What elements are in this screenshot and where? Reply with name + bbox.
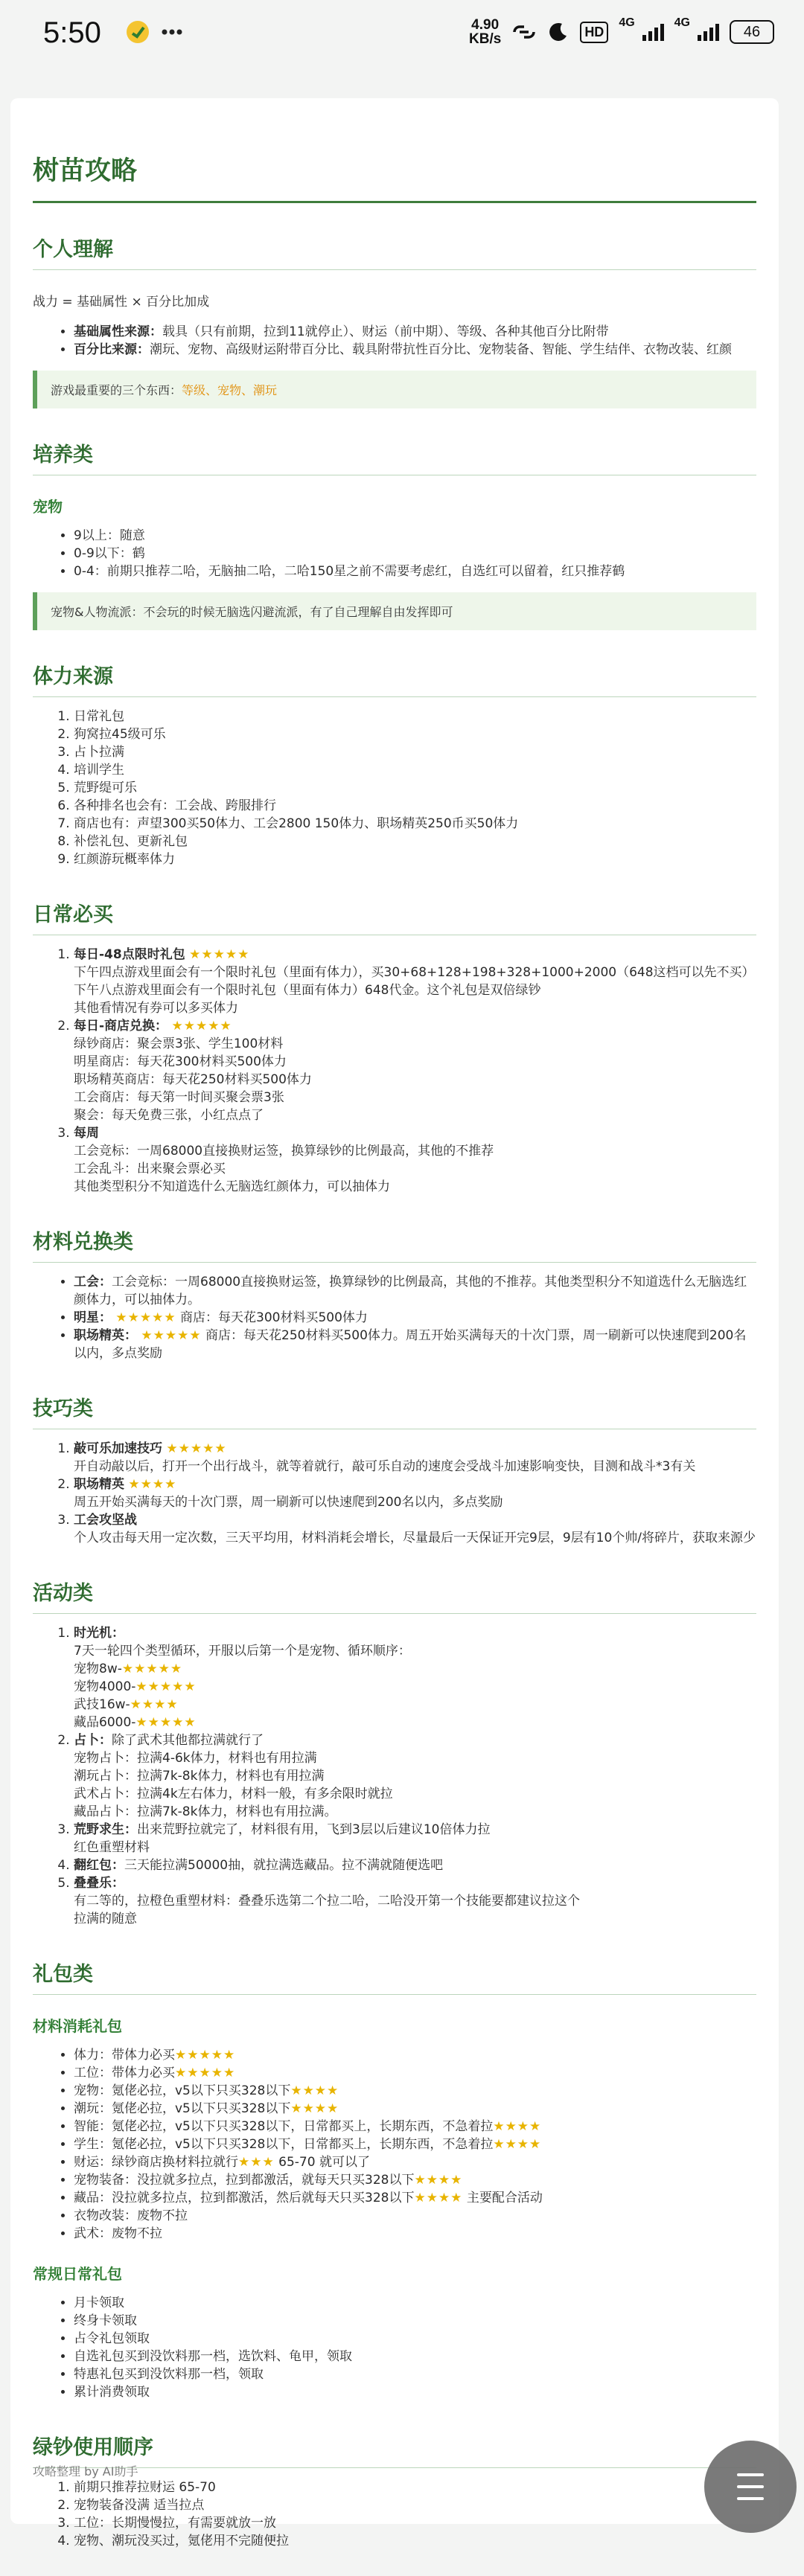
section-heading-events: 活动类 [33,1577,756,1614]
list-item: 3. 荒野求生：出来荒野拉就完了，材料很有用，飞到3层以后建议10倍体力拉 红色重塑材料 [74,1821,756,1856]
page-title: 树苗攻略 [33,150,756,203]
app-notification-icon [125,19,150,45]
list-item: 4. 翻红包：三天能拉满50000抽，就拉满选藏品。拉不满就随便选吧 [74,1856,756,1874]
callout-style: 宠物&人物流派：不会玩的时候无脑选闪避流派，有了自己理解自由发挥即可 [33,592,756,630]
menu-button[interactable] [704,2441,797,2533]
stamina-list [33,708,756,868]
list-item: 2. 宠物装备没满 适当拉点 [74,2496,756,2514]
menu-icon [737,2473,764,2476]
list-item: • 工会：工会竞标：一周68000直接换财运签，换算绿钞的比例最高，其他的不推荐。其他类型积分不知道选什么无脑选红颜体力，可以抽体力。 [74,1273,756,1309]
list-item: 3. 工会攻坚战 个人攻击每天用一定次数，三天平均用，材料消耗会增长，尽量最后一天保证开完9层，9层有10个帅/将碎片，获取来源少 [74,1511,756,1547]
tips-list [33,1440,756,1547]
list-item: • 学生：氪佬必拉，v5以下只买328以下，日常都买上，长期东西，不急着拉★★★★ [74,2136,756,2153]
list-item: 3. 工位：长期慢慢拉，有需要就放一放 [74,2514,756,2532]
list-item: • 宠物：氪佬必拉，v5以下只买328以下★★★★ [74,2082,756,2100]
list-item: • 占令礼包领取 [74,2330,756,2348]
list-item: 2. 每日-商店兑换： ★★★★★ 绿钞商店：聚会票3张、学生100材料 明星商店：每天花300材料买500体力 职场精英商店：每天花250材料买500体力 工会商店：每天第一时间买聚会票3张 聚会：每天免费三张，小红点点了 [74,1017,756,1124]
list-item: • 藏品：没拉就多拉点，拉到都激活，然后就每天只买328以下★★★★ 主要配合活动 [74,2189,756,2207]
list-item: • 终身卡领取 [74,2312,756,2330]
list-item: 2. 狗窝拉45级可乐 [74,725,756,743]
list-item: • 职场精英： ★★★★★ 商店：每天花250材料买500体力。周五开始买满每天的十次门票，周一刷新可以快速爬到200名以内，多点奖励 [74,1327,756,1362]
list-item: 1. 每日-48点限时礼包 ★★★★★ 下午四点游戏里面会有一个限时礼包（里面有体力），买30+68+128+198+328+1000+2000（648这档可以先不买） 下午八点游戏里面会有一个限时礼包（里面有体力）648代金。这个礼包是双倍绿钞 其他看情况有券可以多买体力 [74,946,756,1017]
list-item: 2. 占卜：除了武术其他都拉满就行了 宠物占卜：拉满4-6k体力，材料也有用拉满 潮玩占卜：拉满7k-8k体力，材料也有用拉满 武术占卜：拉满4k左右体力，材料一般，有多余限时就拉 藏品占卜：拉满7k-8k体力，材料也有用拉满。 [74,1731,756,1821]
hd-voice-badge: HD [580,22,608,43]
list-item: • 百分比来源：潮玩、宠物、高级财运附带百分比、载具附带抗性百分比、宠物装备、智能、学生结伴、衣物改装、红颜 [74,341,756,359]
greenbill-list [33,2479,756,2550]
list-item: • 累计消费领取 [74,2383,756,2401]
list-item: • 月卡领取 [74,2294,756,2312]
list-item: • 智能：氪佬必拉，v5以下只买328以下，日常都买上，长期东西，不急着拉★★★★ [74,2118,756,2136]
list-item: 1. 时光机： 7天一轮四个类型循环，开服以后第一个是宠物、循环顺序： 宠物8w-★★★★★ 宠物4000-★★★★★ 武技16w-★★★★ 藏品6000-★★★★★ [74,1624,756,1731]
list-item: • 体力：带体力必买★★★★★ [74,2046,756,2064]
list-item: 4. 宠物、潮玩没买过，氪佬用不完随便拉 [74,2532,756,2550]
daily-list [33,946,756,1196]
list-item: • 9以上：随意 [74,527,756,545]
list-item: • 自选礼包买到没饮料那一档，选饮料、龟甲，领取 [74,2348,756,2365]
section-heading-packs: 礼包类 [33,1958,756,1995]
footer-credit: 攻略整理 by AI助手 [33,2464,138,2479]
list-item: 6. 各种排名也会有：工会战、跨服排行 [74,797,756,815]
list-item: 3. 占卜拉满 [74,743,756,761]
list-item: 2. 职场精英 ★★★★ 周五开始买满每天的十次门票，周一刷新可以快速爬到200名以内，多点奖励 [74,1476,756,1511]
list-item: 8. 补偿礼包、更新礼包 [74,833,756,850]
list-item: • 基础属性来源：载具（只有前期，拉到11就停止）、财运（前中期）、等级、各种其他百分比附带 [74,323,756,341]
list-item: 1. 前期只推荐拉财运 65-70 [74,2479,756,2496]
subheading-daily-packs: 常规日常礼包 [33,2265,122,2283]
list-item: • 衣物改装：废物不拉 [74,2207,756,2225]
list-item: 4. 培训学生 [74,761,756,779]
list-item: • 工位：带体力必买★★★★★ [74,2064,756,2082]
subheading-material-packs: 材料消耗礼包 [33,2017,122,2035]
section-heading-understanding: 个人理解 [33,233,756,270]
list-item: • 0-9以下：鹤 [74,545,756,563]
do-not-disturb-icon [547,21,570,43]
signal-icon-2 [698,24,719,41]
list-item: 3. 每周 工会竞标：一周68000直接换财运签，换算绿钞的比例最高，其他的不推荐 工会乱斗：出来聚会票必买 其他类型积分不知道选什么无脑选红颜体力，可以抽体力 [74,1124,756,1196]
list-item: 1. 敲可乐加速技巧 ★★★★★ 开自动敲以后，打开一个出行战斗，就等着就行，敲可乐自动的速度会受战斗加速影响变快，目测和战斗*3有关 [74,1440,756,1476]
more-icon [159,19,185,45]
callout-important: 游戏最重要的三个东西：等级、宠物、潮玩 [33,371,756,408]
material-pack-list [33,2046,756,2243]
list-item: • 0-4：前期只推荐二哈，无脑抽二哈，二哈150星之前不需要考虑红，自选红可以留着，红只推荐鹤 [74,563,756,580]
list-item: • 潮玩：氪佬必拉，v5以下只买328以下★★★★ [74,2100,756,2118]
section-heading-cultivation: 培养类 [33,438,756,475]
list-item: 7. 商店也有：声望300买50体力、工会2800 150体力、职场精英250币买50体力 [74,815,756,833]
list-item: • 宠物装备：没拉就多拉点，拉到都激活，就每天只买328以下★★★★ [74,2171,756,2189]
attribute-list [33,323,756,359]
section-heading-tips: 技巧类 [33,1392,756,1429]
list-item: 5. 叠叠乐： 有二等的，拉橙色重塑材料：叠叠乐选第二个拉二哈，二哈没开第一个技能要都建议拉这个 拉满的随意 [74,1874,756,1928]
network-type-1: 4G [619,16,635,29]
link-icon [511,21,537,43]
list-item: 1. 日常礼包 [74,708,756,725]
list-item: • 财运：绿钞商店换材料拉就行★★★ 65-70 就可以了 [74,2153,756,2171]
section-heading-greenbills: 绿钞使用顺序 [33,2431,756,2468]
status-bar [0,0,804,70]
subheading-pets: 宠物 [33,498,63,516]
section-heading-daily: 日常必买 [33,898,756,935]
status-time: 5:50 [43,16,101,49]
daily-pack-list [33,2294,756,2401]
materials-list [33,1273,756,1362]
network-type-2: 4G [674,16,690,29]
list-item: • 特惠礼包买到没饮料那一档，领取 [74,2365,756,2383]
formula-text: 战力 = 基础属性 × 百分比加成 [33,295,210,310]
battery-icon: 46 [730,20,774,44]
list-item: • 明星： ★★★★★ 商店：每天花300材料买500体力 [74,1309,756,1327]
section-heading-stamina: 体力来源 [33,660,756,697]
list-item: 9. 红颜游玩概率体力 [74,850,756,868]
network-speed: 4.90 KB/s [469,17,502,47]
list-item: 5. 荒野缇可乐 [74,779,756,797]
guide-card [10,98,779,2548]
section-heading-materials: 材料兑换类 [33,1225,756,1263]
signal-icon-1 [642,24,664,41]
list-item: • 武术：废物不拉 [74,2225,756,2243]
pet-list [33,527,756,580]
events-list [33,1624,756,1928]
